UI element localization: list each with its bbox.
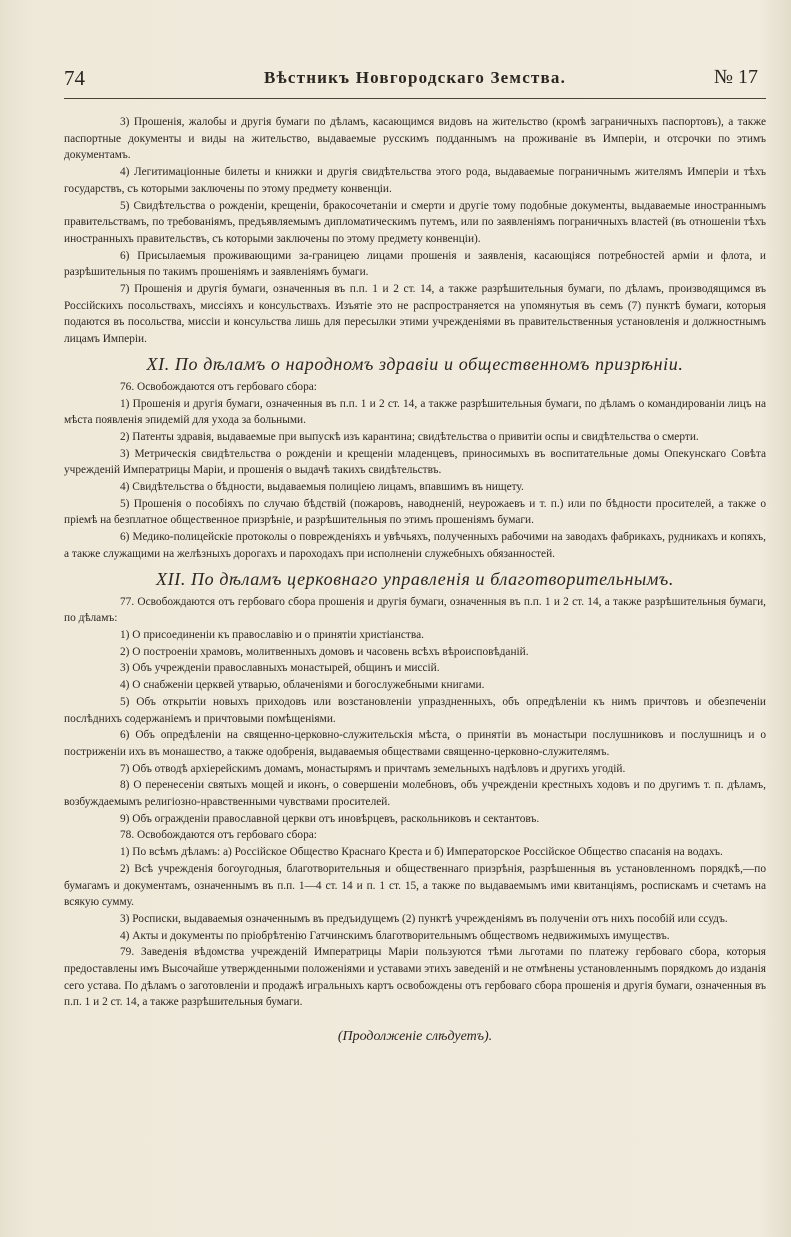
paragraph: 2) Патенты здравія, выдаваемые при выпускѣ изъ карантина; свидѣтельства о привитіи оспы и свидѣтельства о смерти. [120, 430, 699, 443]
paragraph: 4) О снабженіи церквей утварью, облаченіями и богослужебными книгами. [120, 679, 485, 692]
paragraph: 2) О построеніи храмовъ, молитвенныхъ домовъ и часовень всѣхъ вѣроисповѣданій. [120, 645, 529, 658]
paragraph: 1) О присоединеніи къ православію и о принятіи христіанства. [120, 628, 424, 641]
paragraph: 3) Прошенія, жалобы и другія бумаги по дѣламъ, касающимся видовъ на жительство (кромѣ заграничныхъ паспортовъ), а также паспортные документы и виды на жительство, выдаваемые русскимъ подданнымъ на проживаніе въ Имперіи, и отсрочки по этимъ документамъ. [64, 116, 766, 162]
paragraph: 4) Свидѣтельства о бѣдности, выдаваемыя полиціею лицамъ, впавшимъ въ нищету. [120, 481, 524, 494]
paragraph: 1) По всѣмъ дѣламъ: а) Россійское Общество Краснаго Креста и б) Императорское Россійское Общество спасанія на водахъ. [120, 846, 723, 859]
paragraph: 77. Освобождаются отъ гербоваго сбора прошенія и другія бумаги, означенныя въ п.п. 1 и 2 ст. 14, а также разрѣшительныя бумаги, по дѣламъ: [64, 595, 766, 625]
paragraph: 6) Объ опредѣленіи на священно-церковно-служительскія мѣста, о принятіи въ монастыри послушниковъ и послушницъ и о постриженіи ихъ въ монашество, а также одобренія, выдаваемыя обществами священно-церковно-служителямъ. [64, 729, 766, 758]
paragraph: 3) Метрическія свидѣтельства о рожденіи и крещеніи младенцевъ, приносимыхъ въ воспитательные домы Опекунскаго Совѣта учрежденій Императрицы Маріи, и прошенія о выдачѣ такихъ свидѣтельствъ. [64, 447, 766, 477]
section-heading-xi: XI. По дѣламъ о народномъ здравіи и общественномъ призрѣніи. [146, 353, 684, 374]
paragraph: 5) Объ открытіи новыхъ приходовъ или возстановленіи упраздненныхъ, объ опредѣленіи къ нимъ причтовъ и обезпеченіи послѣднихъ содержаніемъ и причтовыми помѣщеніями. [64, 695, 766, 725]
paragraph: 7) Прошенія и другія бумаги, означенныя въ п.п. 1 и 2 ст. 14, а также разрѣшительныя бумаги, по дѣламъ, производящимся въ Россійскихъ посольствахъ, миссіяхъ и консульствахъ. Изъятіе это не распространяется на упомянутыя въ семъ (7) пунктѣ бумаги, которыя подаются въ посольства, миссіи и консульства лишь для пересылки этими учрежденіями въ правительственныя установленія и должностнымъ лицамъ Имперіи. [64, 283, 766, 346]
paragraph: 5) Свидѣтельства о рожденіи, крещеніи, бракосочетаніи и смерти и другіе тому подобные документы, выдаваемые иностраннымъ правительствамъ, по требованіямъ, предъявляемымъ дипломатическимъ путемъ, или по заявленіямъ пограничныхъ властей (въ отношеніи тѣхъ иностранныхъ правительствъ, съ которыми заключены по этому предмету конвенціи). [64, 199, 766, 245]
section-heading-xii: XII. По дѣламъ церковнаго управленія и благотворительнымъ. [156, 568, 674, 589]
paragraph: 78. Освобождаются отъ гербоваго сбора: [120, 829, 317, 842]
paragraph: 4) Легитимаціонные билеты и книжки и другія свидѣтельства этого рода, выдаваемые пограничнымъ жителямъ Имперіи и тѣхъ государствъ, съ которыми заключены по этому предмету конвенціи. [64, 166, 766, 195]
paragraph: 1) Прошенія и другія бумаги, означенныя въ п.п. 1 и 2 ст. 14, а также разрѣшительныя бумаги, по дѣламъ о командированіи лицъ на мѣста появленія эпидемій для ухода за больными. [64, 397, 766, 427]
paragraph: 9) Объ огражденіи православной церкви отъ иновѣрцевъ, раскольниковъ и сектантовъ. [120, 812, 540, 825]
paragraph: 3) Объ учрежденіи православныхъ монастырей, общинъ и миссій. [120, 662, 440, 675]
paragraph: 2) Всѣ учрежденія богоугодныя, благотворительныя и общественнаго призрѣнія, разрѣшенныя въ установленномъ порядкѣ,—по бумагамъ и документамъ, означеннымъ въ п.п. 1—4 ст. 14 и п. 1 ст. 15, а также по выдаваемымъ ими квитанціямъ, роспискамъ и счетамъ на всякую сумму. [64, 862, 766, 909]
paragraph: 79. Заведенія вѣдомства учрежденій Императрицы Маріи пользуются тѣми льготами по платежу гербоваго сбора, которыя предоставлены имъ Высочайше утвержденными положеніями и уставами этихъ заведеній и не отмѣнены установленнымъ порядкомъ до изданія сего устава. По дѣламъ о заготовленіи и продажѣ игральныхъ картъ освобождены отъ гербоваго сбора прошенія и другія бумаги, означенныя въ п.п. 1 и 2 ст. 14, а также разрѣшительныя бумаги. [64, 946, 766, 1009]
continuation-note: (Продолженіе слѣдуетъ). [337, 1029, 493, 1045]
paragraph: 76. Освобождаются отъ гербоваго сбора: [120, 380, 317, 393]
paragraph: 4) Акты и документы по пріобрѣтенію Гатчинскимъ благотворительнымъ обществомъ недвижимыхъ имуществъ. [120, 929, 670, 942]
paragraph: 6) Медико-полицейскіе протоколы о поврежденіяхъ и увѣчьяхъ, полученныхъ рабочими на заводахъ фабрикахъ, рудникахъ и копяхъ, а также служащими на желѣзныхъ дорогахъ и пароходахъ при исполненіи служебныхъ обязанностей. [64, 531, 766, 560]
body-text [64, 114, 766, 1046]
issue-number: № 17 [713, 66, 758, 88]
paragraph: 5) Прошенія о пособіяхъ по случаю бѣдствій (пожаровъ, наводненій, неурожаевъ и т. п.) или по бѣдности просителей, а также о пріемѣ на безплатное общественное призрѣніе, и разрѣшительныя по этимъ прошеніямъ бумаги. [64, 497, 766, 527]
paragraph: 6) Присылаемыя проживающими за-границею лицами прошенія и заявленія, касающіяся потребностей арміи и флота, и разрѣшительныя по такимъ прошеніямъ и заявленіямъ бумаги. [64, 249, 766, 279]
page-header [64, 62, 766, 96]
paragraph: 8) О перенесеніи святыхъ мощей и иконъ, о совершеніи молебновъ, объ учрежденіи крестныхъ ходовъ и по другимъ т. п. дѣламъ, возбуждаемымъ религіозно-нравственными чувствами просителей. [64, 779, 766, 809]
paragraph: 7) Объ отводѣ архіерейскимъ домамъ, монастырямъ и причтамъ земельныхъ надѣловъ и другихъ угодій. [120, 762, 626, 775]
page-number: 74 [64, 66, 85, 90]
journal-title: Вѣстникъ Новгородскаго Земства. [263, 68, 567, 87]
header-rule [64, 98, 766, 99]
paragraph: 3) Росписки, выдаваемыя означеннымъ въ предъидущемъ (2) пунктѣ учрежденіямъ въ полученіи отъ нихъ пособій или ссудъ. [120, 912, 728, 925]
